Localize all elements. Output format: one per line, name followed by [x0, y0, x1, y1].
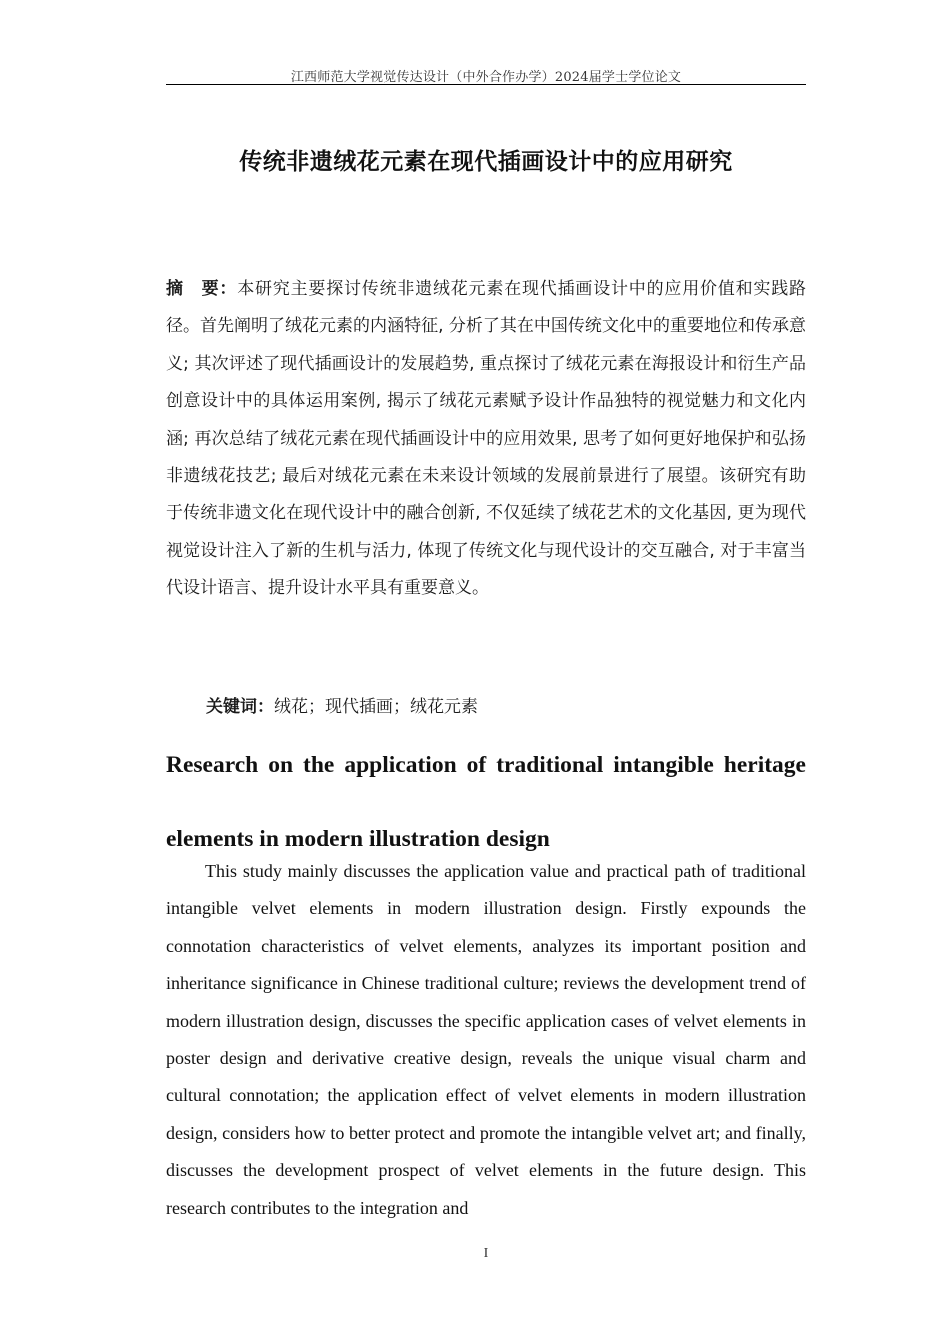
english-abstract: This study mainly discusses the application value and practical path of traditional intangible velvet elements in modern illustration design. Firstly expounds the connotation characteristics of velvet elements, analyzes its important position and inheritance significance in Chinese traditional culture; reviews the development trend of modern illustration design, discusses the specific application cases of velvet elements in poster design and derivative creative design, reveals the unique visual charm and cultural connotation; the application effect of velvet elements in modern illustration design, considers how to better protect and promote the intangible velvet art; and finally, discusses the development prospect of velvet elements in the future design. This research contributes to the integration and: [166, 861, 806, 1218]
header-rule: [166, 84, 806, 85]
chinese-abstract-text: 本研究主要探讨传统非遗绒花元素在现代插画设计中的应用价值和实践路径。首先阐明了绒花元素的内涵特征, 分析了其在中国传统文化中的重要地位和传承意义; 其次评述了现代插画设计的发展趋势, 重点探讨了绒花元素在海报设计和衍生产品创意设计中的具体运用案例, 揭示了绒花元素赋予设计作品独特的视觉魅力和文化内涵; 再次总结了绒花元素在现代插画设计中的应用效果, 思考了如何更好地保护和弘扬非遗绒花技艺; 最后对绒花元素在未来设计领域的发展前景进行了展望。该研究有助于传统非遗文化在现代设计中的融合创新, 不仅延续了绒花艺术的文化基因, 更为现代视觉设计注入了新的生机与活力, 体现了传统文化与现代设计的交互融合, 对于丰富当代设计语言、提升设计水平具有重要意义。: [166, 279, 807, 599]
keywords-label: 关键词：: [206, 697, 274, 717]
chinese-title: 传统非遗绒花元素在现代插画设计中的应用研究: [239, 149, 733, 175]
running-header: 江西师范大学视觉传达设计（中外合作办学）2024届学士学位论文: [290, 70, 682, 85]
english-title-line1: Research on the application of traditional intangible heritage: [166, 752, 806, 778]
chinese-abstract-label: 摘 要：: [166, 279, 238, 299]
english-title-line2: elements in modern illustration design: [166, 826, 550, 852]
keywords-text: 绒花；现代插画；绒花元素: [274, 697, 478, 717]
page-number: I: [483, 1246, 489, 1261]
chinese-abstract: [166, 271, 806, 608]
chinese-keywords: [206, 692, 806, 717]
